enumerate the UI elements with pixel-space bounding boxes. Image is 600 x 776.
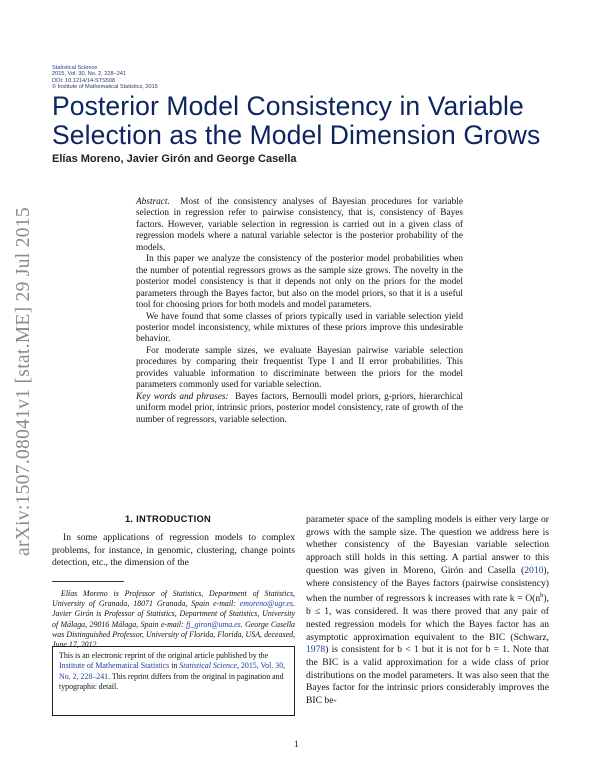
reprint-notice: This is an electronic reprint of the original article published by the Institute of Mathematical Statistics in Statistical Science, 2015, Vol. 30, No. 2, 228–241. This reprint differs from the original in pagination and typographic detail. <box>52 646 295 716</box>
ims-link[interactable]: Institute of Mathematical Statistics <box>59 661 170 671</box>
title-line-1: Posterior Model Consistency in Variable <box>52 91 524 121</box>
journal-name: Statistical Science <box>52 65 98 71</box>
issue-link[interactable]: 2015, Vol. 30, No. 2, 228–241 <box>59 661 286 681</box>
abstract <box>136 197 463 426</box>
section-heading: 1. INTRODUCTION <box>124 514 212 524</box>
title-line-2: Selection as the Model Dimension Grows <box>52 120 541 150</box>
doi-line: DOI: 10.1214/14-STS508 <box>52 77 116 84</box>
intro-column-1 <box>52 532 295 570</box>
volume-line: 2015, Vol. 30, No. 2, 228–241 <box>52 71 127 78</box>
journal-link[interactable]: Statistical Science <box>179 661 237 671</box>
paper-title <box>52 92 552 150</box>
email-link[interactable]: emoreno@ugr.es <box>239 599 294 609</box>
abstract-paragraph: Abstract. Most of the consistency analyses of Bayesian procedures for variable selection in regression refer to pairwise consistency, that is, consistency of Bayes factors. However, variable selection in regression is carried out in a given class of regression models where a natural variable selector is the posterior probability of the models. <box>136 197 463 253</box>
citation-link[interactable]: 2010 <box>524 564 544 576</box>
email-link[interactable]: fj_giron@uma.es <box>186 619 241 629</box>
abstract-paragraph: In this paper we analyze the consistency of the posterior model probabilities when the number of potential regressors grows as the sample size grows. The novelty in the posterior model consistency is that it depends not only on the priors for the model parameters through the Bayes factor, but also on the model priors, so that it is a useful tool for choosing priors for both models and model parameters. <box>136 254 463 311</box>
intro-paragraph: parameter space of the sampling models is either very large or grows with the sample size. The question we address here is whether consistency of the Bayesian variable selection approach still holds in this setting. A partial answer to this question was given in Moreno, Girón and Casella (2010), where consistency of the Bayes factors (pairwise consistency) when the number of regressors k increases with rate $k = O(n^b)$, b ≤ 1, was considered. It was there proved that any pair of nested regression models for which the Bayes factor has an asymptotic approximation equivalent to the BIC (Schwarz, 1978) is consistent for b < 1 but it is not for b = 1. Note that the BIC is a valid approximation for a wide class of prior distributions on the model parameters. It was also seen that the Bayes factor for the intrinsic priors considerably improves the BIC be- <box>306 514 549 707</box>
copyright-line: © Institute of Mathematical Statistics, 2015 <box>52 83 158 90</box>
arxiv-stamp: arXiv:1507.08041v1 [stat.ME] 29 Jul 2015 <box>13 207 34 556</box>
intro-column-2 <box>306 514 549 708</box>
footnote-rule <box>52 581 124 582</box>
intro-paragraph: In some applications of regression models to complex problems, for instance, in genomic, clustering, change points detection, etc., the dimension of the <box>52 532 295 569</box>
keywords: Key words and phrases: Bayes factors, Bernoulli model priors, g-priors, hierarchical uniform model prior, intrinsic priors, posterior model consistency, rate of growth of the number of regressors, variable selection. <box>136 391 463 425</box>
author-footnote: Elías Moreno is Professor of Statistics, Department of Statistics, University of Granada, 18071 Granada, Spain e-mail: emoreno@ugr.es. Javier Girón is Professor of Statistics, Department of Statistics, University of Málaga, 29016 Málaga, Spain e-mail: fj_giron@uma.es. George Casella was Distinguished Professor, University of Florida, Florida, USA, deceased, June 17, 2012. <box>52 589 295 650</box>
abstract-paragraph: For moderate sample sizes, we evaluate Bayesian pairwise variable selection procedures by comparing their frequentist Type I and II error probabilities. This provides valuable information to discriminate between the priors for the model parameters commonly used for variable selection. <box>136 345 463 391</box>
journal-meta <box>52 65 158 90</box>
author-list: Elías Moreno, Javier Girón and George Casella <box>52 153 297 165</box>
abstract-label: Abstract. <box>136 197 170 207</box>
keywords-label: Key words and phrases: <box>136 391 229 402</box>
page-number: 1 <box>294 739 299 749</box>
exponent: b <box>540 592 544 600</box>
citation-link[interactable]: 1978 <box>306 644 326 656</box>
abstract-paragraph: We have found that some classes of priors typically used in variable selection yield posterior model inconsistency, while mixtures of these priors improve this undesirable behavior. <box>136 311 463 345</box>
